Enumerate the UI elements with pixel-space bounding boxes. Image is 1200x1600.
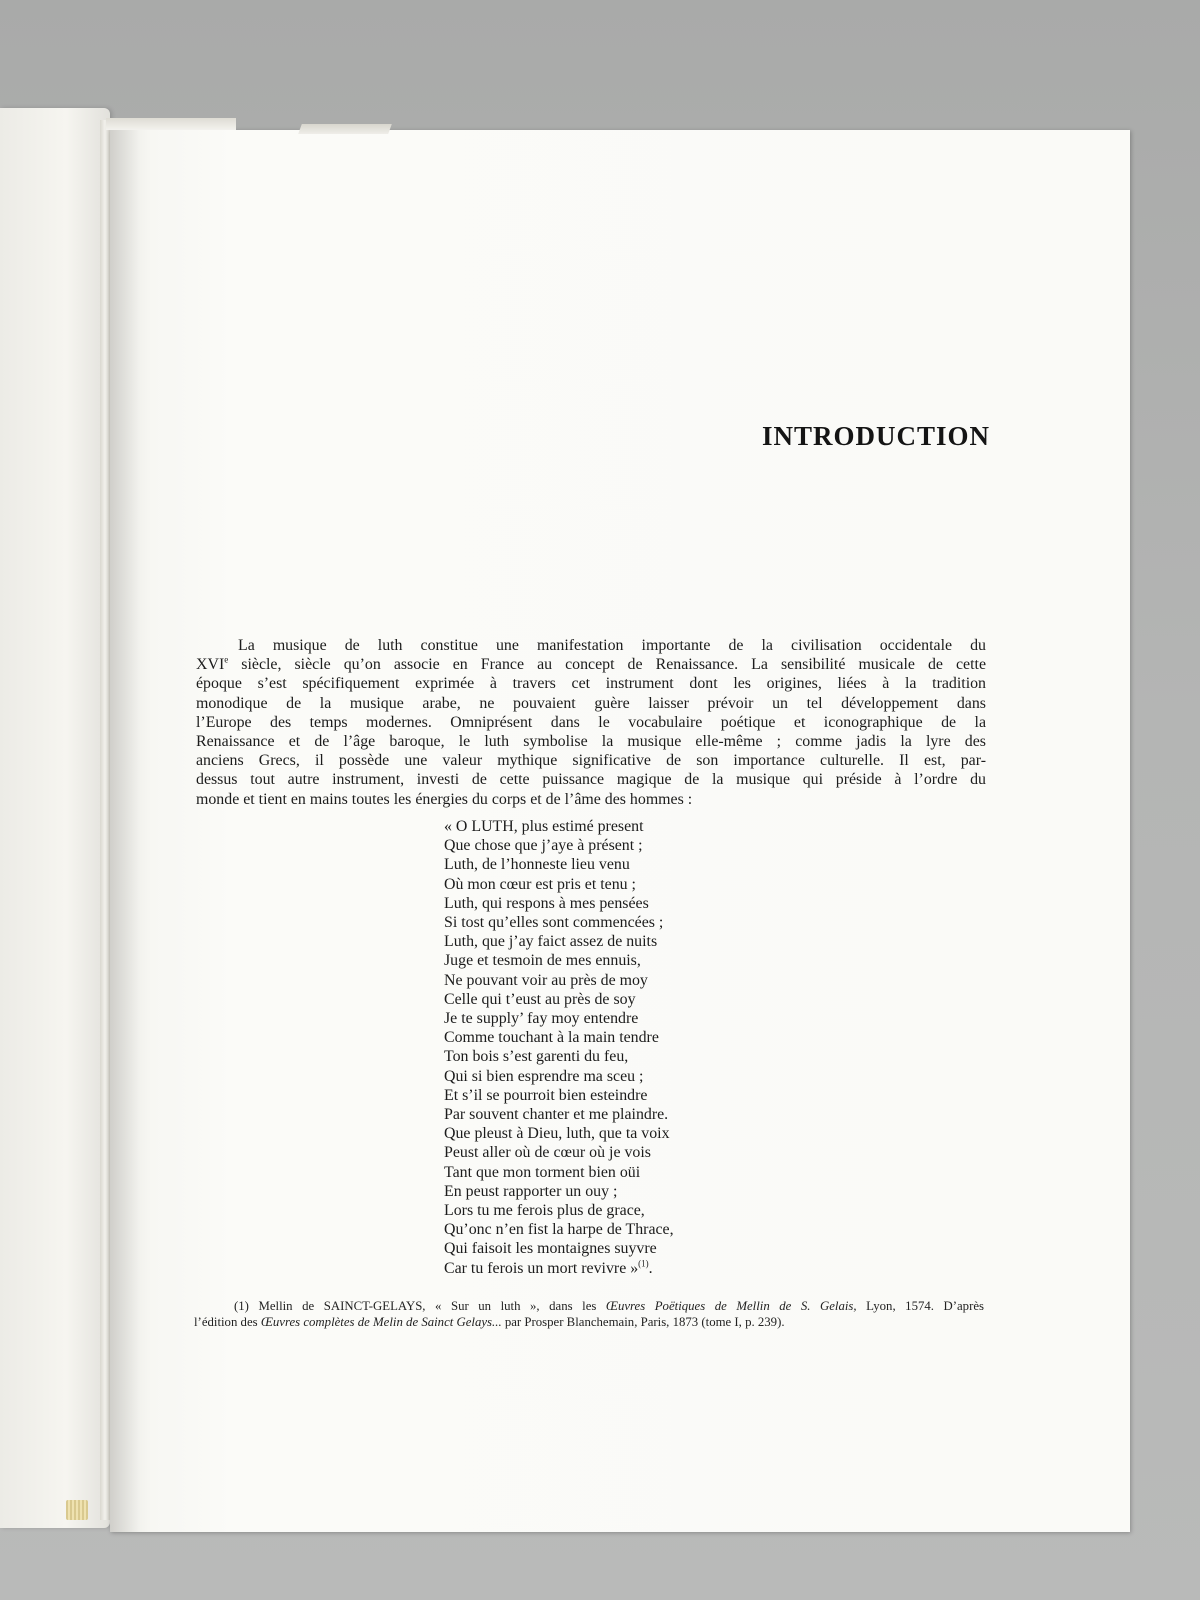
- poem-line: Ton bois s’est garenti du feu,: [444, 1048, 629, 1066]
- footnote-text: Lyon, 1574. D’après: [856, 1299, 984, 1313]
- poem-line: Qui si bien esprendre ma sceu ;: [444, 1067, 644, 1085]
- paragraph-line: monodique de la musique arabe, ne pouvaient guère laisser prévoir un tel développement dans: [196, 694, 986, 712]
- gutter-shadow: [110, 130, 140, 1532]
- footnote-line: [194, 1314, 984, 1330]
- poem-line: Tant que mon torment bien oüi: [444, 1163, 641, 1181]
- introduction-paragraph: [196, 636, 986, 809]
- spine-tab-top: [106, 118, 236, 130]
- paragraph-line: monde et tient en mains toutes les énergies du corps et de l’âme des hommes :: [196, 790, 693, 808]
- poem-line: Luth, que j’ay faict assez de nuits: [444, 933, 658, 951]
- poem-line: Comme touchant à la main tendre: [444, 1029, 659, 1047]
- century-numeral: XVI: [196, 656, 225, 674]
- footnote: [194, 1298, 984, 1330]
- paragraph-line: La musique de luth constitue une manifestation importante de la civilisation occidentale du: [238, 637, 986, 654]
- poem-line: Par souvent chanter et me plaindre.: [444, 1106, 669, 1124]
- poem-line: « O LUTH, plus estimé present: [444, 818, 644, 835]
- poem-line: Lors tu me ferois plus de grace,: [444, 1202, 645, 1220]
- poem-line: Je te supply’ fay moy entendre: [444, 1010, 639, 1028]
- poem-line: En peust rapporter un ouy ;: [444, 1182, 618, 1200]
- poem-line: Qu’onc n’en fist la harpe de Thrace,: [444, 1221, 674, 1239]
- poem-line: Qui faisoit les montaignes suyvre: [444, 1240, 657, 1258]
- footnote-text: l’édition des: [194, 1315, 261, 1329]
- footnote-text: par Prosper Blanchemain, Paris, 1873 (tome I, p. 239).: [501, 1315, 785, 1329]
- spine-tab-bottom: [66, 1500, 88, 1520]
- paragraph-line: l’Europe des temps modernes. Omniprésent dans le vocabulaire poétique et iconographique de la: [196, 713, 986, 731]
- footnote-work-title: Œuvres complètes de Melin de Sainct Gelays...: [260, 1315, 502, 1329]
- poem-line: Luth, qui respons à mes pensées: [444, 894, 649, 912]
- footnote-author: Mellin de SAINCT-GELAYS,: [258, 1299, 426, 1313]
- poem-footnote-ref: (1): [638, 1258, 649, 1269]
- paragraph-line: [196, 655, 986, 674]
- spine-tab-top-2: [298, 124, 392, 134]
- footnote-work-title: Œuvres Poëtiques de Mellin de S. Gelais,: [605, 1299, 857, 1313]
- poem-line: Ne pouvant voir au près de moy: [444, 971, 648, 989]
- poem-line: Que chose que j’aye à présent ;: [444, 837, 643, 855]
- poem-line-last: Car tu ferois un mort revivre »$^{(1)}$.: [444, 1258, 653, 1277]
- paragraph-line: époque s’est spécifiquement exprimée à travers cet instrument dont les origines, liées à la tradition: [196, 675, 986, 693]
- poem-quotation: [444, 817, 764, 1278]
- footnote-marker: (1): [234, 1299, 249, 1313]
- poem-line: Où mon cœur est pris et tenu ;: [444, 875, 636, 893]
- book-spine-edge: [100, 120, 110, 1520]
- paragraph-line-text: siècle, siècle qu’on associe en France au concept de Renaissance. La sensibilité musicale de cette: [228, 656, 986, 674]
- book-back-cover: [0, 108, 110, 1528]
- poem-line-text: Car tu ferois un mort revivre »: [444, 1259, 639, 1277]
- poem-line: Que pleust à Dieu, luth, que ta voix: [444, 1125, 670, 1143]
- poem-line: Si tost qu’elles sont commencées ;: [444, 914, 664, 932]
- poem-line: Et s’il se pourroit bien esteindre: [444, 1086, 648, 1104]
- poem-line: Celle qui t’eust au près de soy: [444, 990, 636, 1008]
- paragraph-line: dessus tout autre instrument, investi de cette puissance magique de la musique qui préside à l’ordre du: [196, 771, 986, 789]
- paragraph-line: Renaissance et de l’âge baroque, le luth symbolise la musique elle-même ; comme jadis la lyre des: [196, 733, 986, 751]
- century-superscript: e: [224, 654, 229, 665]
- poem-line: Luth, de l’honneste lieu venu: [444, 856, 630, 874]
- paragraph-line: anciens Grecs, il possède une valeur mythique significative de son importance culturelle. Il est, par-: [196, 752, 986, 770]
- footnote-text: « Sur un luth », dans les: [425, 1299, 606, 1313]
- poem-line: Juge et tesmoin de mes ennuis,: [444, 952, 641, 970]
- poem-line: Peust aller où de cœur où je vois: [444, 1144, 651, 1162]
- footnote-line: [194, 1298, 984, 1314]
- page-title: INTRODUCTION: [761, 421, 990, 451]
